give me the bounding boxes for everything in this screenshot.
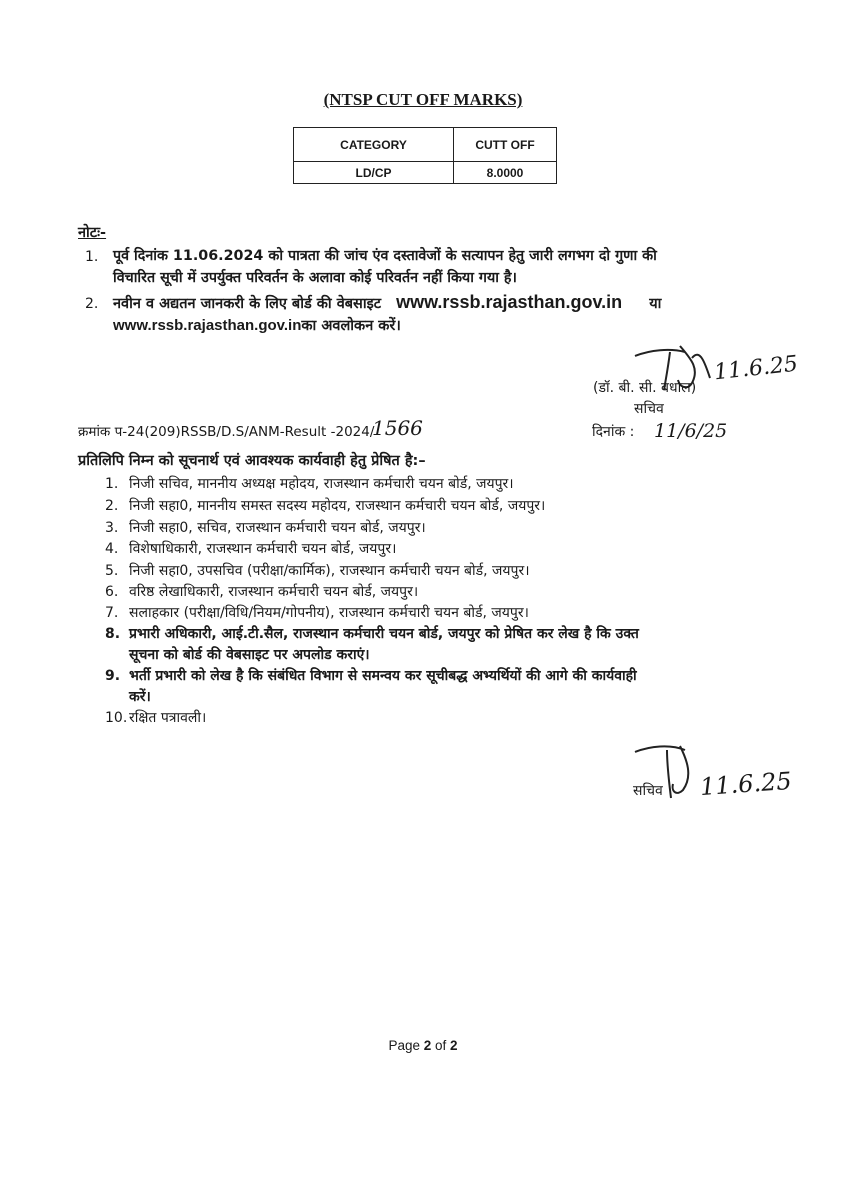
table-header-cutoff: CUTT OFF	[454, 128, 557, 162]
page-title: (NTSP CUT OFF MARKS)	[323, 90, 523, 109]
list-item: 5. निजी सहा0, उपसचिव (परीक्षा/कार्मिक), राजस्थान कर्मचारी चयन बोर्ड, जयपुर।	[105, 563, 530, 579]
note-2-text-b: या	[649, 296, 662, 312]
table-header-row	[294, 128, 557, 162]
table-cell-cutoff: 8.0000	[454, 162, 557, 184]
list-item: 6. वरिष्ठ लेखाधिकारी, राजस्थान कर्मचारी चयन बोर्ड, जयपुर।	[105, 584, 419, 600]
reference-handwritten-number: 1566	[372, 416, 423, 440]
note-2-number: 2.	[85, 296, 99, 312]
list-item: 8. प्रभारी अधिकारी, आई.टी.सैल, राजस्थान कर्मचारी चयन बोर्ड, जयपुर को प्रेषित कर लेख है कि उक्त	[105, 626, 639, 642]
note-2-line1	[113, 292, 773, 315]
table-header-category: CATEGORY	[294, 128, 454, 162]
note-1-number: 1.	[85, 249, 99, 265]
table-cell-category: LD/CP	[294, 162, 454, 184]
table-row	[294, 162, 557, 184]
signatory-name: (डॉ. बी. सी. बधाल)	[593, 380, 697, 396]
cutoff-table	[293, 127, 557, 184]
list-item: 10. रक्षित पत्रावली।	[105, 710, 207, 726]
list-item: 3. निजी सहा0, सचिव, राजस्थान कर्मचारी चयन बोर्ड, जयपुर।	[105, 520, 426, 536]
website-link-1[interactable]: www.rssb.rajasthan.gov.in	[396, 292, 623, 312]
note-2-text-a: नवीन व अद्यतन जानकरी के लिए बोर्ड की वेबसाइट	[113, 296, 382, 312]
reference-date-label: दिनांक :	[592, 424, 635, 440]
list-item: 2. निजी सहा0, माननीय समस्त सदस्य महोदय, राजस्थान कर्मचारी चयन बोर्ड, जयपुर।	[105, 498, 546, 514]
note-2-text-c: का अवलोकन करें।	[301, 318, 401, 334]
reference-handwritten-date: 11/6/25	[654, 420, 728, 442]
reference-number: क्रमांक प-24(209)RSSB/D.S/ANM-Result -2024/	[78, 424, 375, 440]
list-item: 9. भर्ती प्रभारी को लेख है कि संबंधित विभाग से समन्वय कर सूचीबद्ध अभ्यर्थियों की आगे की कार्यवाही	[105, 668, 637, 684]
page-footer: Page 2 of 2	[388, 1038, 458, 1053]
copy-heading: प्रतिलिपि निम्न को सूचनार्थ एवं आवश्यक कार्यवाही हेतु प्रेषित है:–	[78, 453, 426, 469]
signature-1-date: 11.6.25	[712, 351, 800, 386]
list-item-continuation: सूचना को बोर्ड की वेबसाइट पर अपलोड कराएं।	[129, 647, 370, 663]
list-item: 7. सलाहकार (परीक्षा/विधि/नियम/गोपनीय), राजस्थान कर्मचारी चयन बोर्ड, जयपुर।	[105, 605, 529, 621]
note-1-line2: विचारित सूची में उपर्युक्त परिवर्तन के अलावा कोई परिवर्तन नहीं किया गया है।	[113, 270, 517, 286]
note-heading: नोटः-	[78, 225, 107, 241]
list-item-continuation: करें।	[129, 689, 151, 705]
list-item: 1. निजी सचिव, माननीय अध्यक्ष महोदय, राजस्थान कर्मचारी चयन बोर्ड, जयपुर।	[105, 476, 514, 492]
website-link-2[interactable]: www.rssb.rajasthan.gov.in	[113, 317, 302, 334]
signatory-designation: सचिव	[634, 401, 664, 417]
list-item: 4. विशेषाधिकारी, राजस्थान कर्मचारी चयन बोर्ड, जयपुर।	[105, 541, 397, 557]
signature-2-date: 11.6.25	[699, 766, 793, 802]
note-2-line2	[113, 315, 401, 337]
bottom-designation: सचिव	[633, 783, 663, 799]
note-1-line1: पूर्व दिनांक 11.06.2024 को पात्रता की जांच एंव दस्तावेजों के सत्यापन हेतु जारी लगभग दो गुणा की	[113, 248, 657, 264]
